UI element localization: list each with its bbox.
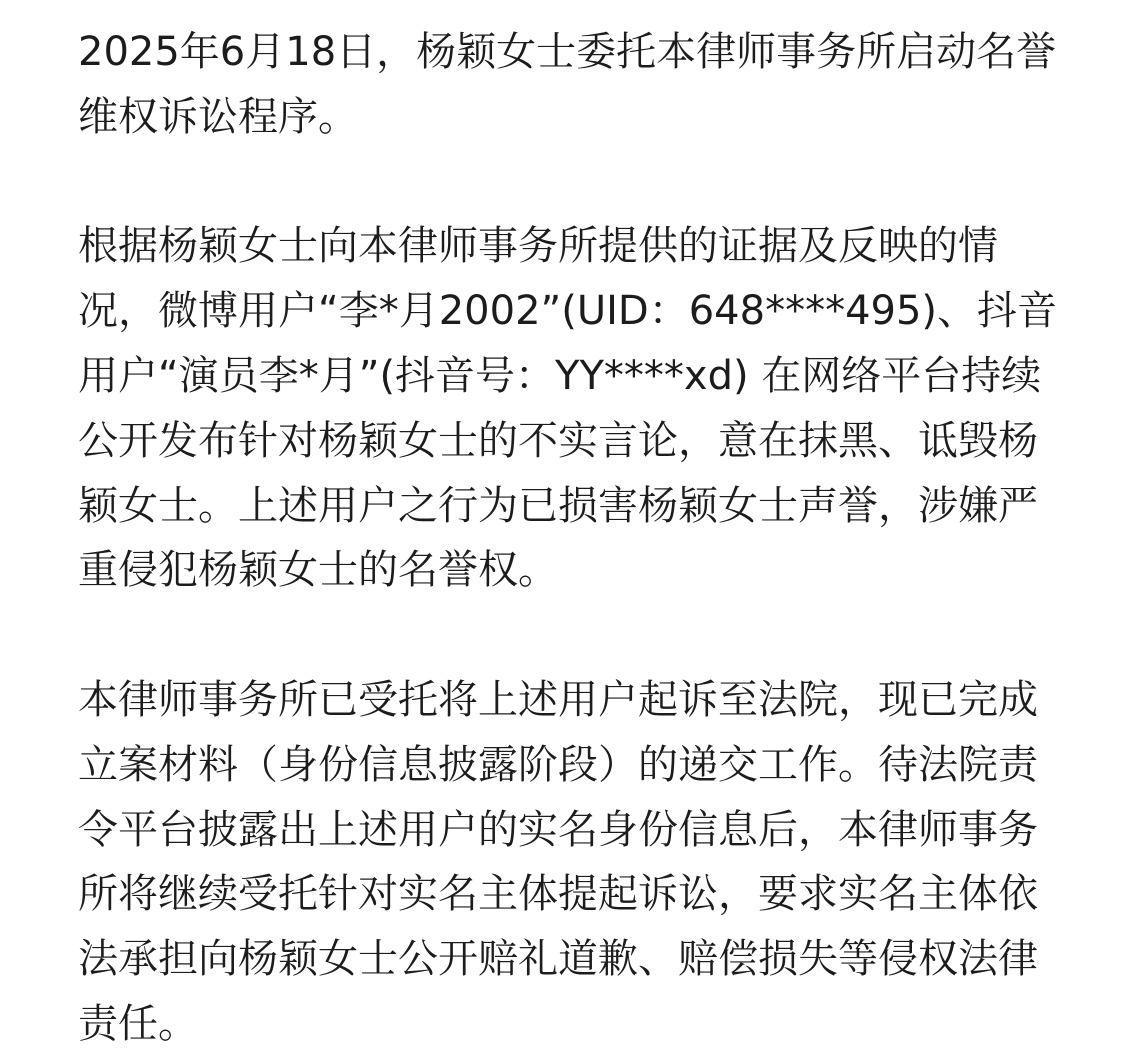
- text-line: 重侵犯杨颖女士的名誉权。: [78, 547, 558, 594]
- text-line: 法承担向杨颖女士公开赔礼道歉、赔偿损失等侵权法律: [78, 936, 1038, 983]
- text-line: 用户“演员李*月”(抖音号：YY****xd) 在网络平台持续: [78, 352, 1042, 399]
- text-line: 所将继续受托针对实名主体提起诉讼，要求实名主体依: [78, 871, 1038, 918]
- text-line: 根据杨颖女士向本律师事务所提供的证据及反映的情: [78, 223, 998, 270]
- text-line: 公开发布针对杨颖女士的不实言论，意在抹黑、诋毁杨: [78, 417, 1038, 464]
- paragraph-gap: [78, 603, 1078, 668]
- paragraph-1: [78, 20, 1078, 150]
- text-line: 况，微博用户“李*月2002”(UID：648****495)、抖音: [78, 288, 1058, 335]
- text-line: 颖女士。上述用户之行为已损害杨颖女士声誉，涉嫌严: [78, 482, 1038, 529]
- text-line: 2025年6月18日，杨颖女士委托本律师事务所启动名誉: [78, 29, 1057, 75]
- paragraph-gap: [78, 150, 1078, 215]
- text-line: 维权诉讼程序。: [78, 93, 358, 140]
- text-line: 令平台披露出上述用户的实名身份信息后，本律师事务: [78, 806, 1038, 853]
- paragraph-2: [78, 214, 1078, 603]
- text-line: 本律师事务所已受托将上述用户起诉至法院，现已完成: [78, 676, 1038, 723]
- text-line: 立案材料（身份信息披露阶段）的递交工作。待法院责: [78, 741, 1038, 788]
- statement-document: [78, 20, 1078, 1057]
- paragraph-3: [78, 668, 1078, 1057]
- text-line: 责任。: [78, 1000, 198, 1047]
